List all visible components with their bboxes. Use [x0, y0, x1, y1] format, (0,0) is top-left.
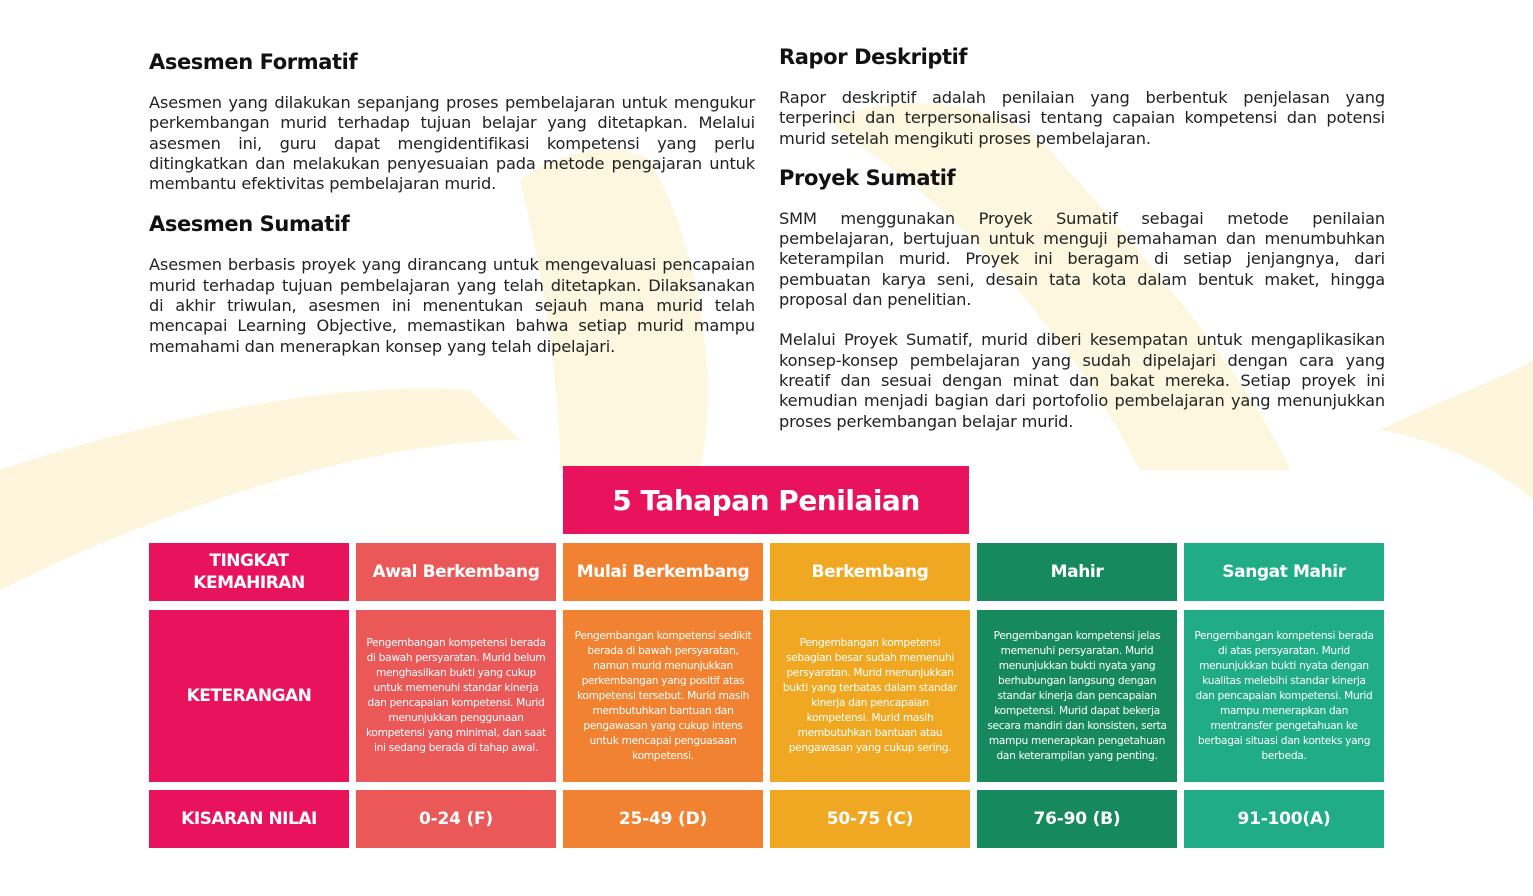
row-label-tingkat-kemahiran: TINGKAT KEMAHIRAN [149, 543, 349, 601]
asesmen-formatif-text: Asesmen yang dilakukan sepanjang proses pembelajaran untuk mengukur perkembangan murid terhadap tujuan belajar yang ditetapkan. Melalui asesmen ini, guru dapat mengidentifikasi kompetensi yang perlu ditingkatkan dan melakukan penyesuaian pada metode pengajaran untuk membantu efektivitas pembelajaran murid. [149, 93, 755, 194]
row-label-kisaran-nilai: KISARAN NILAI [149, 790, 349, 848]
level-header: Awal Berkembang [356, 543, 556, 601]
proyek-sumatif-text-2: Melalui Proyek Sumatif, murid diberi kesempatan untuk mengaplikasikan konsep-konsep pembelajaran yang sudah dipelajari dengan cara yang kreatif dan sesuai dengan minat dan bakat mereka. Setiap proyek ini kemudian menjadi bagian dari portofolio pembelajaran yang menunjukkan proses perkembangan belajar murid. [779, 330, 1385, 431]
level-header: Mulai Berkembang [563, 543, 763, 601]
proyek-sumatif-title: Proyek Sumatif [779, 165, 956, 190]
level-range: 25-49 (D) [563, 790, 763, 848]
rapor-deskriptif-title: Rapor Deskriptif [779, 45, 968, 69]
level-range: 91-100(A) [1184, 790, 1384, 848]
level-description: Pengembangan kompetensi berada di atas persyaratan. Murid menunjukkan bukti nyata dengan kualitas melebihi standar kinerja dan pencapaian kompetensi. Murid mampu menerapkan dan mentransfer pengetahuan ke berbagai situasi dan konteks yang berbeda. [1184, 610, 1384, 782]
row-label-keterangan: KETERANGAN [149, 610, 349, 782]
proyek-sumatif-text-1: SMM menggunakan Proyek Sumatif sebagai metode penilaian pembelajaran, bertujuan untuk menguji pemahaman dan menumbuhkan keterampilan murid. Proyek ini beragam di setiap jenjangnya, dari pembuatan karya seni, desain tata kota dalam bentuk maket, hingga proposal dan penelitian. [779, 208, 1385, 310]
right-column [779, 45, 1385, 432]
table-title: 5 Tahapan Penilaian [563, 466, 969, 534]
rapor-deskriptif-text: Rapor deskriptif adalah penilaian yang berbentuk penjelasan yang terperinci dan terpersonalisasi tentang capaian kompetensi dan potensi murid setelah mengikuti proses pembelajaran. [779, 88, 1385, 148]
level-range: 0-24 (F) [356, 790, 556, 848]
asesmen-sumatif-title: Asesmen Sumatif [149, 212, 350, 237]
level-header: Sangat Mahir [1184, 543, 1384, 601]
level-description: Pengembangan kompetensi berada di bawah persyaratan. Murid belum menghasilkan bukti yang cukup untuk memenuhi standar kinerja dan pencapaian kompetensi. Murid menunjukkan penggunaan kompetensi yang minimal, dan saat ini sedang berada di tahap awal. [356, 610, 556, 782]
level-range: 76-90 (B) [977, 790, 1177, 848]
level-description: Pengembangan kompetensi sebagian besar sudah memenuhi persyaratan. Murid menunjukkan bukti yang terbatas dalam standar kinerja dan pencapaian kompetensi. Murid masih membutuhkan bantuan atau pengawasan yang cukup sering. [770, 610, 970, 782]
level-header: Mahir [977, 543, 1177, 601]
level-description: Pengembangan kompetensi jelas memenuhi persyaratan. Murid menunjukkan bukti nyata yang berhubungan langsung dengan standar kinerja dan pencapaian kompetensi. Murid dapat bekerja secara mandiri dan konsisten, serta mampu menerapkan pengetahuan dan keterampilan yang penting. [977, 610, 1177, 782]
asesmen-sumatif-text: Asesmen berbasis proyek yang dirancang untuk mengevaluasi pencapaian murid terhadap tujuan pembelajaran yang telah ditetapkan. Dilaksanakan di akhir triwulan, asesmen ini menentukan sejauh mana murid telah mencapai Learning Objective, memastikan bahwa setiap murid mampu memahami dan menerapkan konsep yang telah dipelajari. [149, 255, 755, 356]
level-range: 50-75 (C) [770, 790, 970, 848]
left-column [149, 50, 755, 357]
asesmen-formatif-title: Asesmen Formatif [149, 50, 358, 74]
level-description: Pengembangan kompetensi sedikit berada di bawah persyaratan, namun murid menunjukkan perkembangan yang positif atas kompetensi tersebut. Murid masih membutuhkan bantuan dan pengawasan yang cukup intens untuk mencapai penguasaan kompetensi. [563, 610, 763, 782]
level-header: Berkembang [770, 543, 970, 601]
